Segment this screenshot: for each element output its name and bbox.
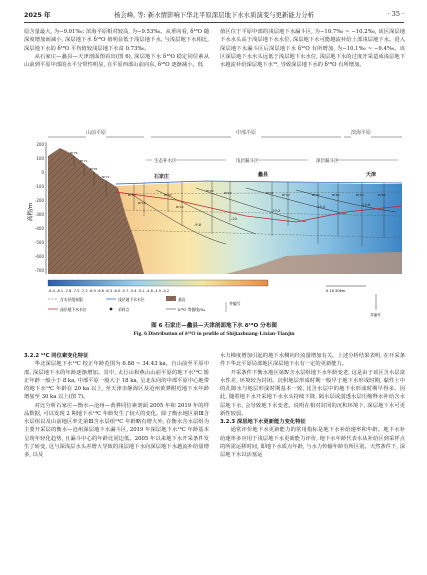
y-tick-label: -700 (34, 268, 44, 273)
right-column-top (220, 28, 405, 69)
paragraph: 值区位于平原中部的浅层地下水漏斗区, 为−10.7‰ ~ −10.2‰, 该区深层地下水水头高于浅层地下水水位, 深层地下水可能越流补给上部浅层地下水。进入深层地下水漏斗区后深层地下水 δ¹⁸O 有所增加, 为−10.1‰ ~ −9.4‰。该区深层地下水水头远低于浅层地下水水位, 浅层地下水的过度开采造成浅层地下水越流补给深层地下水¹⁹, 导致深层地下水的 δ¹⁸O 有所增加。 (220, 29, 405, 68)
profile-figure (26, 126, 406, 318)
paragraph: 华北深层地下水¹⁴C 校正年龄范围为 6.88 ~ 34.43 ka。自山前至平原中部, 深层地下水的年龄逐渐增加。其中, 太行山和燕山山前平原的地下水¹⁴C 矫正年龄一般小于 8 ka, 中部平原一般大于 18 ka, 呈北东向的中部平原中心地带的地下水¹⁴C 年龄在 20 ka 以上, 至天津市静海区及沧州黄骅附近地下水年龄增加至 30 ka 以上(图 7)。 (24, 361, 209, 401)
legend-shallow-level: 浅层地下水水位 (118, 297, 145, 302)
legend-aquifer: 含水层组界限 (60, 297, 83, 302)
colorbar (48, 280, 268, 286)
y-tick-label: -500 (34, 240, 44, 245)
well-label: BY64 (332, 193, 340, 197)
well-label: BY76 (70, 151, 78, 155)
isoline-label: -9.8 (194, 223, 202, 227)
isoline-label: -10.2 (271, 209, 281, 213)
well-label: BY20 (164, 193, 172, 197)
header-year: 2025 年 (24, 11, 51, 19)
paragraph: 通常评价地下水更新能力的常用指标是地下水补给速率和年龄。地下水补给速率多应用于浅层地下水更新能力评价, 地下水年龄代表水从补给区到采样点的所需运移时间, 即地下水质点年龄, 与水力传输年龄有所区别。天然条件下, 深层地下水以活塞运 (220, 427, 405, 458)
well-label: BY22 (224, 191, 232, 195)
caption-cn: 图 6 石家庄—蠡县—天津剖面地下水 δ¹⁸O 分布图 (151, 323, 277, 329)
legend-well-number: 井编号 (229, 301, 241, 306)
well-label: BY18 (138, 201, 146, 205)
well-label: BY40 (282, 193, 290, 197)
y-tick-label: 0 (41, 170, 44, 175)
well-label: BY72 (102, 175, 110, 179)
paragraph: 从石家庄—蠡县—天津剖面图看出(图 6), 深层地下水 δ¹⁸O 稳定同位素从山前到平原中部的水平分带性明显, 自平原西部山前向东, δ¹⁸O 逐渐减小。低 (24, 53, 209, 68)
region-label: 山前平原 (85, 130, 107, 136)
y-tick-label: -200 (34, 198, 44, 203)
place-label: 天津 (366, 172, 377, 178)
isoline-label: -10.4 (316, 205, 326, 209)
paragraph: 开采条件下衡水地区第Ⅳ含水层组地下水年龄变老, 这是由于该区含水层富水性差, 环境较为封闭。沉积地层形成时期一般早于地下水形成时期, 黏性土中的孔隙水与地层形成时期基本一致, 比含水层中的地下水形成时期早得多。因此, 随着地下水开采地下水水头持续下降, 隔水层或弱透水层压缩释水补给含水层地下水, 会导致地下水变老。说明在相对封闭的沉积环境下, 深层地下水可更新性较弱。 (220, 369, 405, 417)
header-title: 杨会峰, 等: 新水情影响下华北平原深层地下水水质演变与更新能力分析 (114, 11, 314, 19)
paragraph: 对比分析石家庄—衡水—沧州—黄骅同位素剖面 2005 年和 2019 年的样品数据, 可以发现 2 期地下水¹⁴C 年龄发生了较大的变化。除了衡水地区第Ⅲ含水层组以及山前地区率先第Ⅲ含水层组¹⁴C 年龄略有增大外, 在衡水含水层组为主要开采层的衡水—沧州深层地下水漏斗区, 2019 年深层地下水¹⁴C 年龄基本呈现年轻化趋势, 且漏斗中心的年龄比同边低。2005 年以来地下水开采条件发生了转变, 这与深浅层水头差增大导致的浅层地下水向深层地下水越流补给量增多, 以及 (24, 402, 209, 458)
scale-label: 0 10 20km (326, 289, 346, 293)
y-tick-label: 200 (36, 142, 44, 147)
section-heading: 3.2.2 ¹⁴C 同位素变化特征 (24, 353, 89, 359)
y-tick-label: -300 (34, 212, 44, 217)
legend-isoline: δ¹⁸O 等值线/‰ (178, 307, 206, 312)
y-tick-label: -400 (34, 226, 44, 231)
isoline-label: -10.6 (361, 203, 371, 207)
well-label: BY14 (176, 205, 184, 209)
region-label: 中部平原 (235, 130, 257, 136)
colorbar-ticks: -8.4 -8.1 -7.8 -7.5 -7.2 -6.9 -6.6 -6.3 -6.0 -5.7 -5.4 -5.1 -4.8 -4.5 -4.2 (48, 289, 170, 293)
zone-label: 生态补水区 (154, 159, 177, 164)
isoline-label: -10 (231, 217, 237, 221)
well-label: BY12 (128, 193, 136, 197)
left-column-bottom (24, 352, 209, 459)
zone-label: 深层漏斗区 (316, 159, 339, 164)
well-label: BY42 (266, 191, 274, 195)
well-label: BY71 (80, 159, 88, 163)
place-label: 蠡县 (258, 172, 269, 178)
y-axis-label: 高程/m (28, 202, 34, 222)
well-label: BY36 (356, 193, 364, 197)
legend-sample-point: 采样点 (118, 307, 130, 312)
place-label: 石家庄 (154, 174, 170, 180)
y-tick-label: 100 (36, 156, 44, 161)
legend (48, 280, 381, 317)
paragraph: 水力梯度增加引起的地下水侧向径流量增加有关。上述分析结果表明, 在开采条件下华北平原局部地区深层地下水有一定的更新能力。 (220, 353, 405, 368)
caption-en: Fig. 6 Distribution of δ¹⁸O in profile of Shijiazhuang-Lixian-Tianjin (133, 331, 295, 337)
well-note: 井编号 (370, 313, 381, 317)
well-label: BY32 (312, 193, 320, 197)
page-number: · 35 · (387, 10, 404, 18)
well-label: BY69 (378, 193, 386, 197)
y-tick-label: -100 (34, 184, 44, 189)
legend-deep-level: 深层地下水水位 (60, 307, 87, 312)
left-column-top (24, 28, 209, 69)
figure-caption (24, 322, 404, 338)
running-header (24, 8, 404, 23)
zone-label: 浅层漏斗区 (236, 159, 259, 164)
y-axis (26, 142, 46, 274)
paragraph: 原含量最大, 为−9.01‰; 滨海平原相对较高, 为−9.53‰。从垂向看, δ¹⁸O 随深度增加而减小, 深层地下水 δ¹⁸O 值明显低于浅层地下水, 与浅层地下水相比, 深层地下水的 δ¹⁸O 平均值较浅层地下水贫 0.73‰。 (24, 29, 209, 52)
region-label: 滨海平原 (350, 130, 372, 136)
section-heading: 3.2.3 深层地下水更新能力变化特征 (220, 419, 306, 425)
right-column-bottom (220, 352, 405, 459)
y-tick-label: -600 (34, 254, 44, 259)
well-label: BY81 (90, 167, 98, 171)
well-label: BY29 (206, 189, 214, 193)
legend-bedrock: 基岩 (178, 297, 186, 302)
